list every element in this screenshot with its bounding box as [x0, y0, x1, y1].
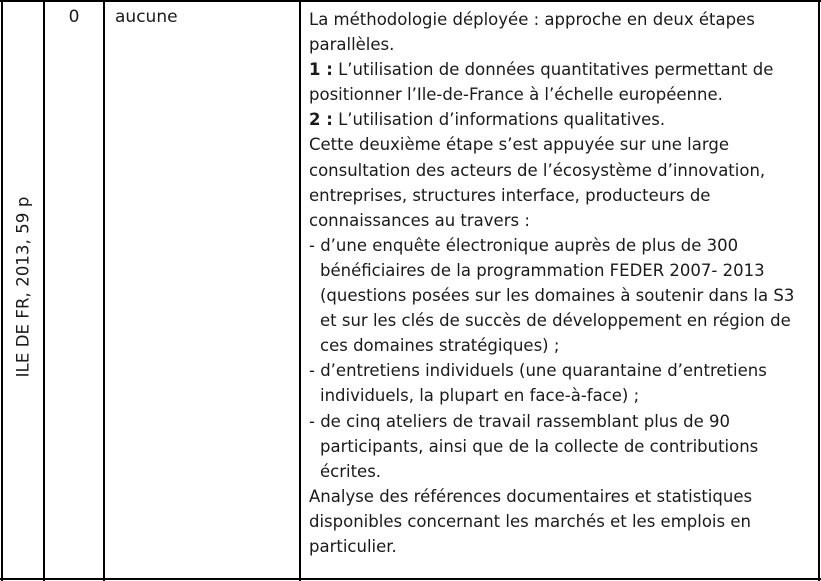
step-number: 2 : [309, 110, 333, 130]
list-item: - d’une enquête électronique auprès de plus de 300 bénéficiaires de la programmation FEDER 2007- 2013 (questions posées sur les domaines à soutenir dans la S3 et sur les clés de succès de développement en région de ces domaines stratégiques) ; [309, 235, 795, 356]
step-number: 1 : [309, 60, 333, 80]
methodology-step-1 [309, 57, 814, 107]
table-border-bottom [0, 578, 821, 580]
column-divider [103, 0, 105, 581]
methodology-intro: La méthodologie déployée : approche en deux étapes parallèles. [309, 10, 755, 55]
step-text: L’utilisation de données quantitatives permettant de positionner l’Ile-de-France à l’échelle européenne. [309, 60, 774, 105]
step-text: L’utilisation d’informations qualitatives. [338, 110, 666, 130]
methodology-step-2 [309, 107, 814, 132]
impact-cell: aucune [115, 7, 178, 27]
source-cell [3, 2, 43, 578]
methodology-closing: Analyse des références documentaires et statistiques disponibles concernant les marchés et les emplois en particulier. [309, 486, 753, 556]
list-item: - d’entretiens individuels (une quarantaine d’entretiens individuels, la plupart en face-à-face) ; [309, 361, 767, 406]
score-cell: 0 [68, 7, 80, 27]
table-border-top [0, 0, 821, 2]
column-divider [299, 0, 301, 581]
table-border-right [818, 0, 820, 581]
column-divider [43, 0, 45, 581]
source-text: ILE DE FR, 2013, 59 p [13, 196, 33, 378]
methodology-consultation: Cette deuxième étape s’est appuyée sur une large consultation des acteurs de l’écosystème d’innovation, entreprises, structures interface, producteurs de connaissances au travers : [309, 135, 766, 230]
methodology-cell [309, 7, 814, 559]
list-item: - de cinq ateliers de travail rassemblant plus de 90 participants, ainsi que de la collecte de contributions écrites. [309, 411, 759, 481]
